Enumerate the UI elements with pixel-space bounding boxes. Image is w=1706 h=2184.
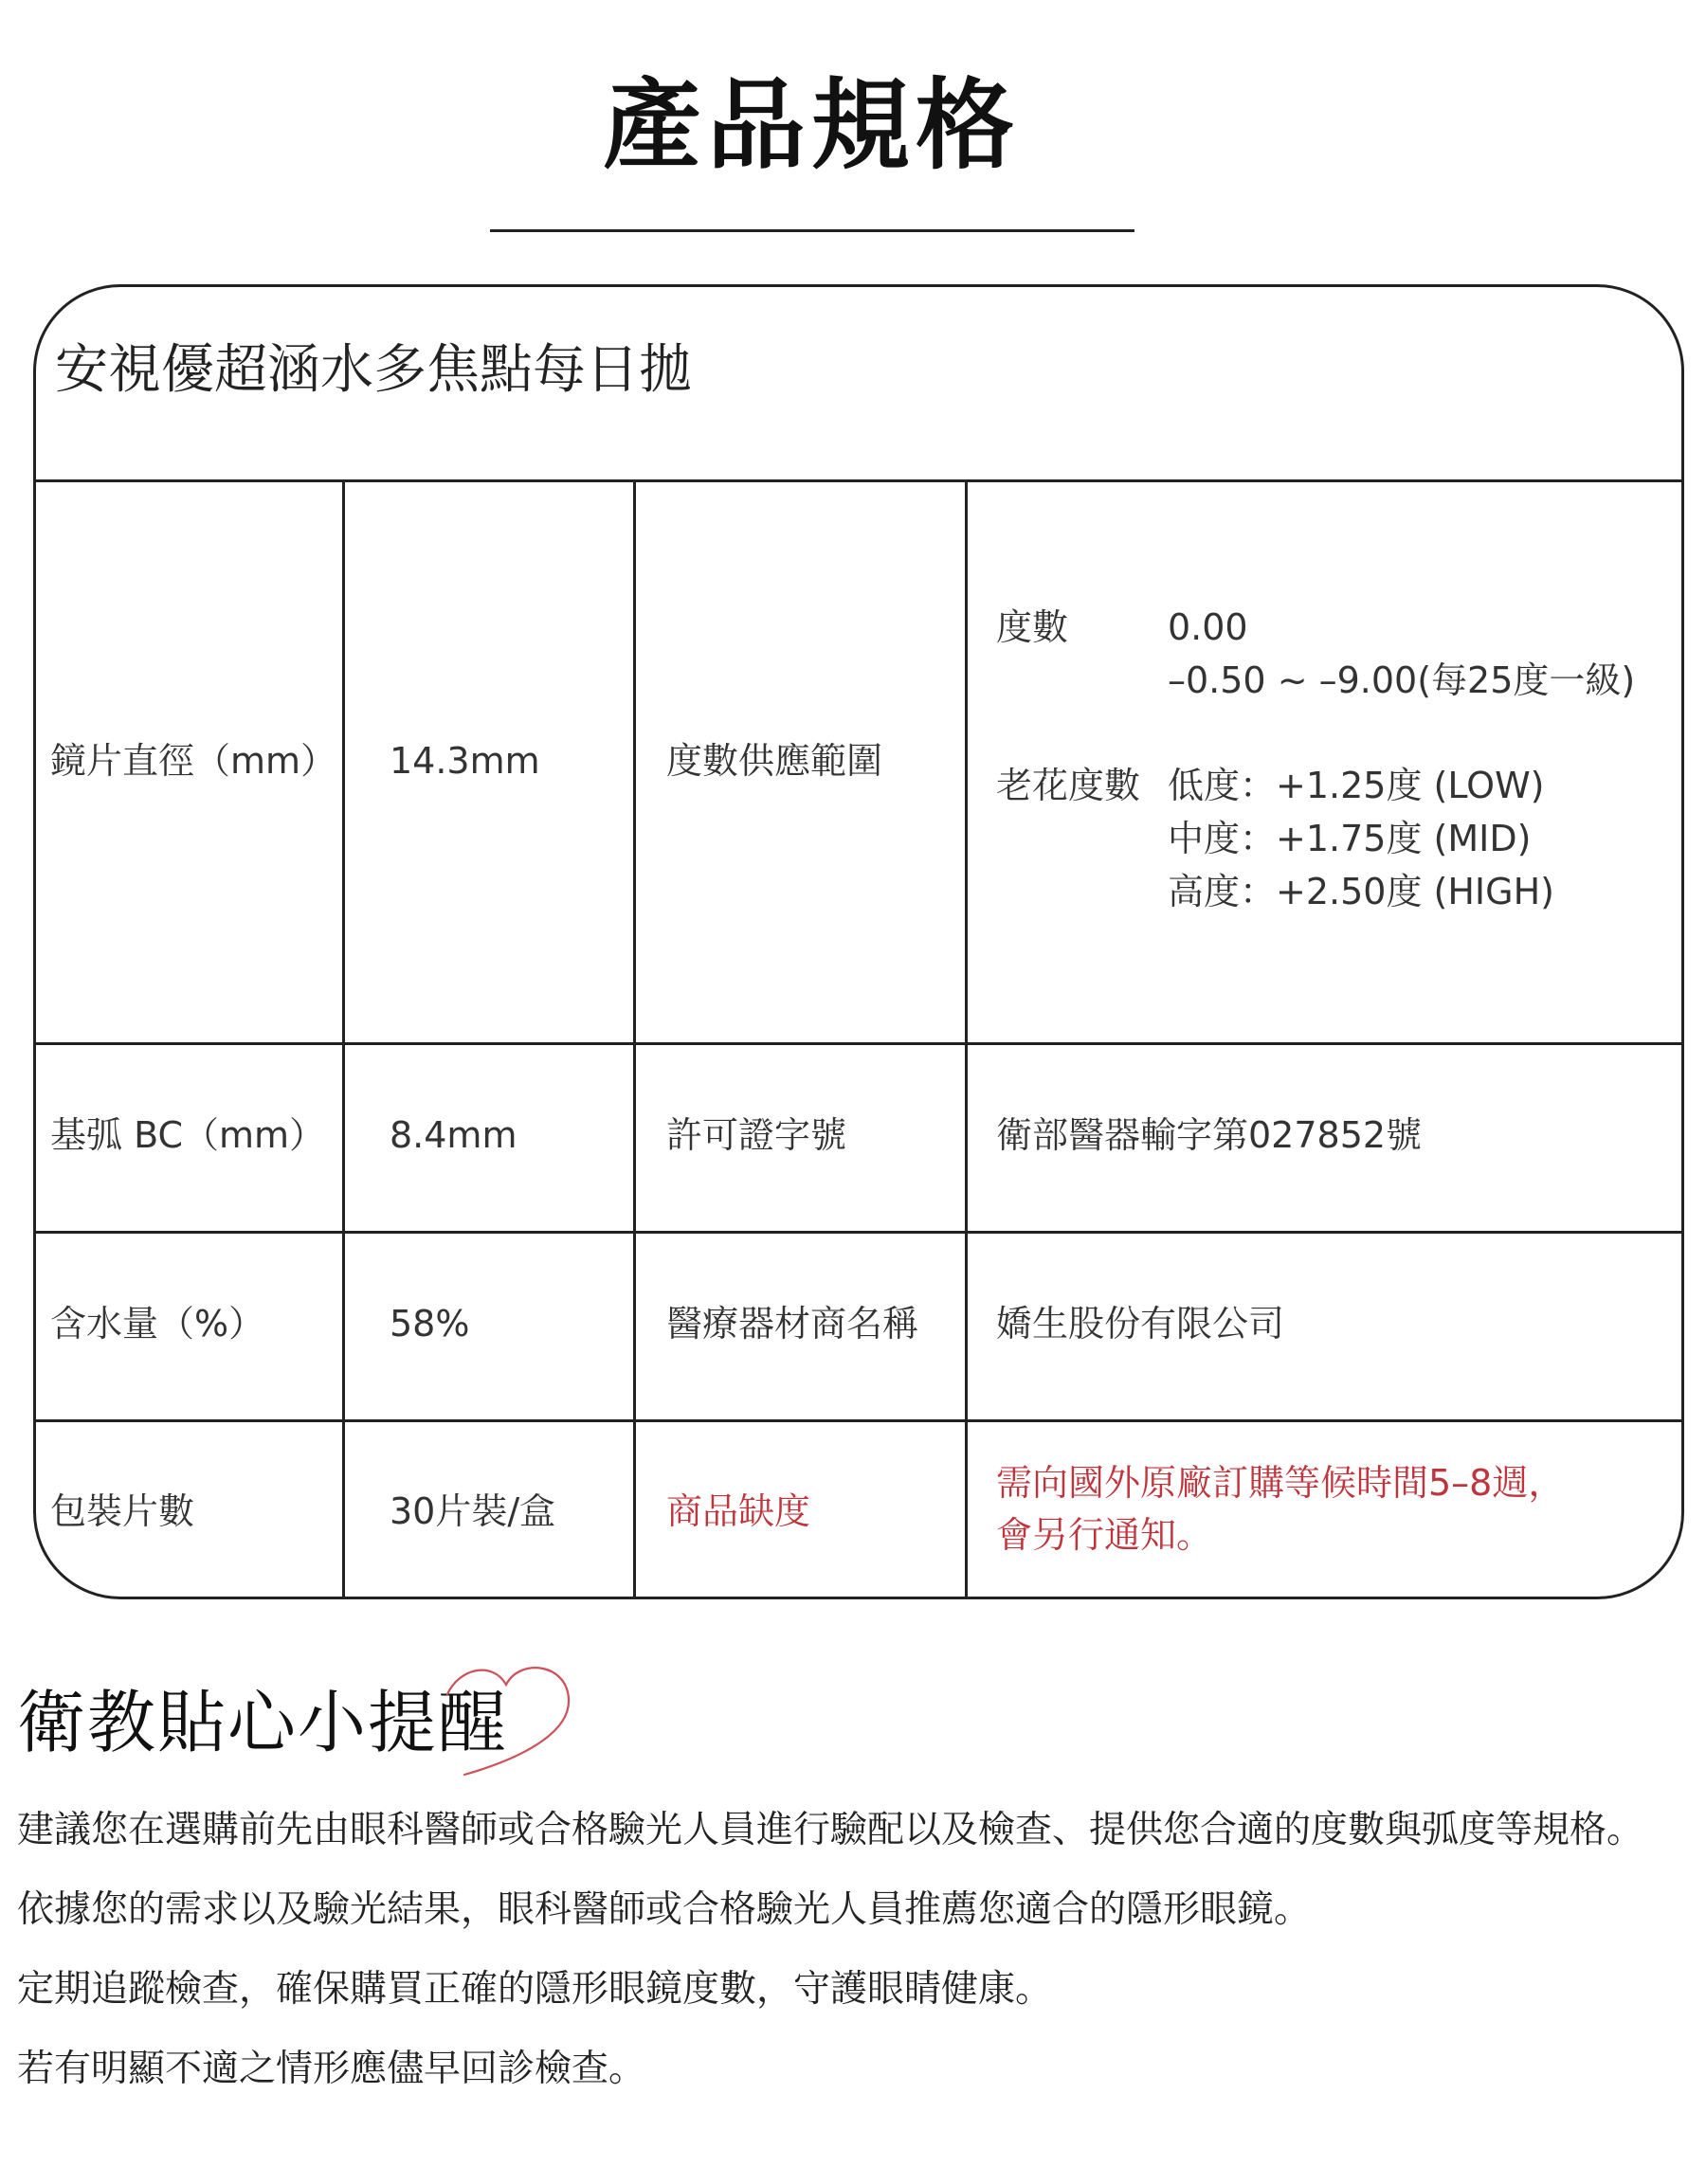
health-tip: 定期追蹤檢查，確保購買正確的隱形眼鏡度數，守護眼睛健康。 [17, 1968, 1053, 2011]
page-title: 產品規格 [602, 67, 1020, 183]
column-divider [965, 479, 968, 1597]
title-divider [490, 229, 1134, 232]
spec-table [33, 284, 1684, 1599]
row-divider [36, 479, 1681, 482]
power-value: 0.00 [1168, 606, 1248, 648]
license-value: 衛部醫器輸字第027852號 [996, 1114, 1423, 1156]
row-divider [36, 1042, 1681, 1045]
pack-label: 包裝片數 [50, 1490, 195, 1532]
add-power-value: 高度：+2.50度 (HIGH) [1168, 871, 1554, 912]
health-tip: 若有明顯不適之情形應儘早回診檢查。 [17, 2048, 646, 2090]
power-value: –0.50 ~ –9.00(每25度一級) [1168, 659, 1636, 701]
column-divider [342, 479, 345, 1597]
add-power-label: 老花度數 [996, 765, 1141, 806]
health-tips-heading: 衛教貼心小提醒 [17, 1683, 509, 1762]
water-content-value: 58% [390, 1303, 470, 1345]
license-label: 許可證字號 [666, 1114, 847, 1156]
column-divider [633, 479, 636, 1597]
stock-status-label: 商品缺度 [666, 1490, 811, 1532]
health-tip: 依據您的需求以及驗光結果，眼科醫師或合格驗光人員推薦您適合的隱形眼鏡。 [17, 1888, 1312, 1931]
product-name: 安視優超涵水多焦點每日拋 [55, 339, 692, 401]
stock-note-line: 會另行通知。 [996, 1514, 1213, 1556]
power-range-label: 度數供應範圍 [666, 740, 883, 782]
water-content-label: 含水量（%） [50, 1303, 265, 1345]
add-power-value: 低度：+1.25度 (LOW) [1168, 765, 1545, 806]
row-divider [36, 1231, 1681, 1234]
stock-note [996, 1457, 1564, 1561]
diameter-value: 14.3mm [390, 740, 540, 782]
power-label: 度數 [996, 606, 1069, 648]
add-power-value: 中度：+1.75度 (MID) [1168, 818, 1532, 859]
diameter-label: 鏡片直徑（mm） [50, 740, 337, 782]
row-divider [36, 1419, 1681, 1422]
brand-label: 醫療器材商名稱 [666, 1303, 919, 1345]
base-curve-value: 8.4mm [390, 1114, 517, 1156]
health-tip: 建議您在選購前先由眼科醫師或合格驗光人員進行驗配以及檢查、提供您合適的度數與弧度等規格。 [17, 1809, 1644, 1851]
pack-value: 30片裝/盒 [390, 1490, 556, 1532]
heart-icon [436, 1653, 578, 1777]
base-curve-label: 基弧 BC（mm） [50, 1114, 326, 1156]
brand-value: 嬌生股份有限公司 [996, 1303, 1285, 1345]
stock-note-line: 需向國外原廠訂購等候時間5–8週， [996, 1462, 1565, 1504]
